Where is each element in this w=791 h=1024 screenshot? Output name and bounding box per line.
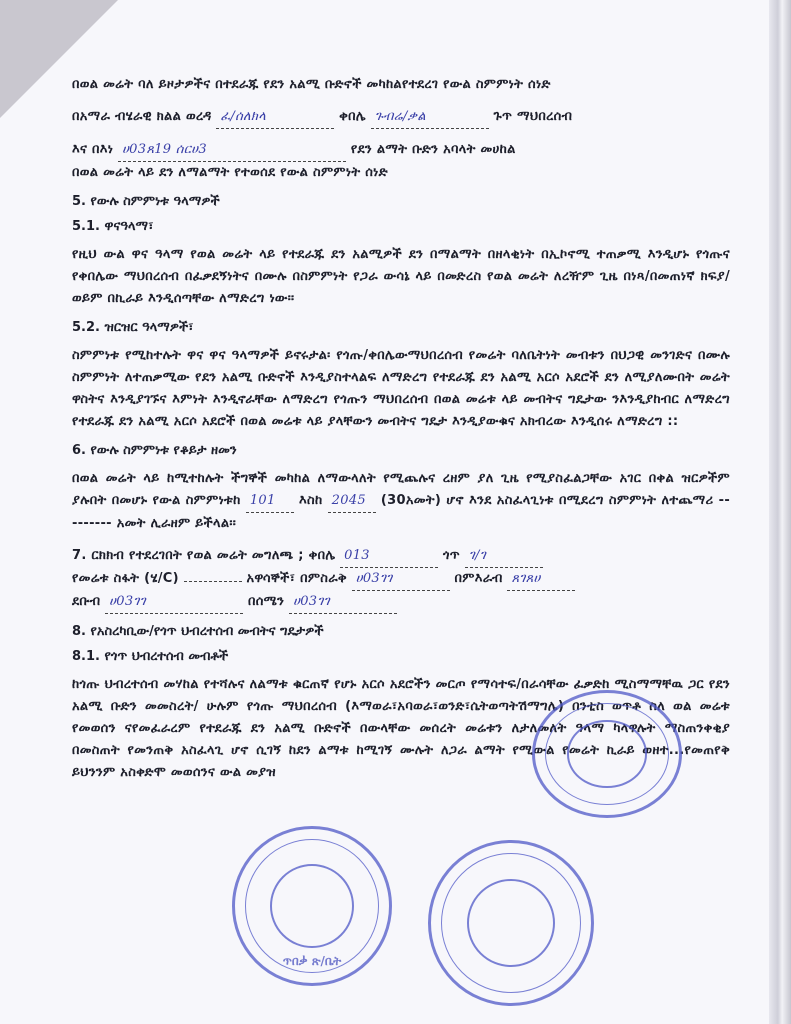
paper-stack-edge <box>769 0 791 1024</box>
s7-north-fill: ሀ03ገገ <box>289 591 397 614</box>
s7-area-label: የመሬቱ ስፋት (ሄ/C) <box>72 571 179 586</box>
section-7-line-2 <box>72 568 730 591</box>
official-stamp-top-right <box>532 690 682 818</box>
stamp-ring <box>545 703 669 805</box>
stamp-ring <box>245 839 379 973</box>
term-from-fill: 101 <box>246 490 294 513</box>
stamp-ring <box>441 853 581 993</box>
official-stamp-bottom-left <box>232 826 392 986</box>
s7-area-fill <box>184 581 242 582</box>
intro-text-1c: ጉጥ ማህበረሰብ <box>493 109 573 124</box>
document-title: በወል መሬት ባለ ይዞታዎችና በተደራጁ የደን አልሚ ቡድኖች መካከልየተደረገ የውል ስምምነት ሰነድ <box>72 77 551 92</box>
s7-south-fill: ሀ03ገገ <box>105 591 243 614</box>
section-7-line-1 <box>72 545 730 568</box>
section-7-line-3 <box>72 591 730 614</box>
s7-kebele-label: ቀበሌ <box>308 548 336 563</box>
kebele-fill: ጉብሬ/ቃል <box>371 106 489 129</box>
section-6-text-c: (30አመት) ሆኖ እንደ አስፈላጊነቱ በሚደረግ ስምምነት ለተጨማሪ --------- አመት ሊራዘም ይችላል፡፡ <box>72 493 731 531</box>
intro-line-2 <box>72 139 730 162</box>
intro-line-1 <box>72 106 730 129</box>
section-6-text <box>72 468 730 535</box>
s7-got-fill: ገ/ገ <box>465 545 543 568</box>
s7-west-fill: ጸገጸሀ <box>507 568 575 591</box>
section-5-1-text: የዚህ ውል ዋና ዓላማ የወል መሬት ላይ የተደራጁ ደን አልሚዎች ደን በማልማት በዘላቂነት በኢኮኖሚ ተጠቃሚ እንዲሆኑ የጎጡና የቀበሌው ማህበረሰብ በፈቃደኝነትና በሙሉ በስምምነት የጋራ ውሳኔ ላይ በመድረስ የወል መሬት ለረዥም ጊዜ በነጻ/በመጠነኛ ክፍያ/ ወይም በኪራይ እንዲሰጣቸው ለማድረግ ነው፡፡ <box>72 247 730 306</box>
section-6-text-a: በወል መሬት ላይ ከሚተከሉት ችግኞች መካከል ለማውላለት የሚጨሉና ረዘም ያለ ጊዜ የሚያስፈልጋቸው አገር በቀል ዝርዎችም ያሉበት በመሆኑ የውል ስምምነቱከ <box>72 471 730 508</box>
section-6-heading: 6. የውሉ ስምምነቱ የቆይታ ዘመን <box>72 443 237 458</box>
section-6-text-b: እስከ <box>299 493 323 508</box>
section-5-heading: 5. የውሉ ስምምነቱ ዓላማዎች <box>72 194 220 209</box>
stamp-1-text: ጥበቃ ጽ/ቤት <box>282 954 342 968</box>
s7-south-label: ደቡብ <box>72 594 101 609</box>
s7-neighbors-label: አዋሳኞች፣ በምስራቅ <box>246 571 347 586</box>
section-5-2-text: ስምምነቱ የሚከተሉት ዋና ዋና ዓላማዎች ይኖሩታል፡ የጎጡ/ቀበሌውማህበረሰብ የመሬት ባለቤትነት መብቱን በህጋዊ መንገድና በሙሉ ስምምነት ለተጠቃሚው የደን አልሚ ቡድኖች እንዲያስተላልፍ ለማድረግ የተደራጁ ደን አልሚ አርሶ አደሮች ደን ለሚያለሙበት መሬት ዋስትና እንዲያገኙና እምነት እንዲኖራቸው ለማድረግ የጎጡን ማህበረሰብ በወል መሬቱ ላይ መብትና ግዴታው ንእንዲያከብር ለማድረግ የተደራጁ ደን አልሚ አርሶ አደሮች በወል መሬቱ ላይ ያላቸውን መብትና ግዴታ እንዲያውቁና አክብረው እንዲሰሩ ለማድረግ :: <box>72 348 730 429</box>
group-name-fill: ሀ03ጸ19 ሰርሀ3 <box>118 139 346 162</box>
s7-got-label: ጎጥ <box>442 548 460 563</box>
s7-east-fill: ሀ03ገገ <box>352 568 450 591</box>
s7-north-label: በሰሜን <box>248 594 285 609</box>
intro-text-2a: እና በእነ <box>72 142 114 157</box>
folded-corner <box>0 0 118 118</box>
intro-text-1b: ቀበሌ <box>339 109 366 124</box>
section-5-1-heading: 5.1. ዋናዓላማ፣ <box>72 219 154 234</box>
s7-kebele-fill: 013 <box>340 545 438 568</box>
section-8-1-heading: 8.1. የጎጥ ህብረተሰብ መብቶች <box>72 649 229 664</box>
intro-text-1a: በአማራ ብሄራዊ ክልል ወረዳ <box>72 109 212 124</box>
term-to-fill: 2045 <box>328 490 376 513</box>
section-7-heading: 7. ርክክብ የተደረገበት የወል መሬት መግለጫ ; <box>72 548 304 563</box>
official-stamp-bottom-right <box>428 840 594 1006</box>
woreda-fill: ፈ/ሰለክላ <box>216 106 334 129</box>
intro-line-3: በወል መሬት ላይ ደን ለማልማት የተወሰደ የውል ስምምነት ሰነድ <box>72 165 388 180</box>
section-5-2-heading: 5.2. ዝርዝር ዓላማዎች፣ <box>72 320 194 335</box>
section-8-heading: 8. የአስረካቢው/የጎጥ ህብረተሰብ መብትና ግዴታዎች <box>72 624 324 639</box>
section-8-1-text: ከጎጡ ህብረተሰብ መሃከል የተሻሉና ለልማቱ ቁርጠኛ የሆኑ አርሶ አደሮችን መርጦ የማሳተፍ/በራሳቸው ፈቃድከ ሚስማማቸዉ ጋር የደን አልሚ ቡድን መመስረት/ ሁሉም የጎጡ ማህበረሰብ (እማወራ፣አባወራ፣ወንድ፣ሴትወጣትሽማግሌ) በንቲስ ወጥቶ ስለ ወል መሬቱ የመወሰን ናየመፈራረም የተደራጁ ደን አልሚ ቡድኖች በውላቸው መሰረት መሬቱን ለታለመለት ዓላማ ካላዋሉት ማስጠንቀቂያ በመስጠት የመንጠቅ አስፈላጊ ሆኖ ሲገኝ ከደን ልማቱ ከሚገኝ ሙሉት ለጋራ ልማት የሚውል የመሬት ኪራይ ወዘተ...የመጠየቅ ይህንንም አስቀድሞ መወሰንና ውል መያዝ <box>72 677 730 780</box>
intro-text-2b: የደን ልማት ቡድን አባላት መሀከል <box>350 142 516 157</box>
s7-west-label: በምእራብ <box>454 571 503 586</box>
